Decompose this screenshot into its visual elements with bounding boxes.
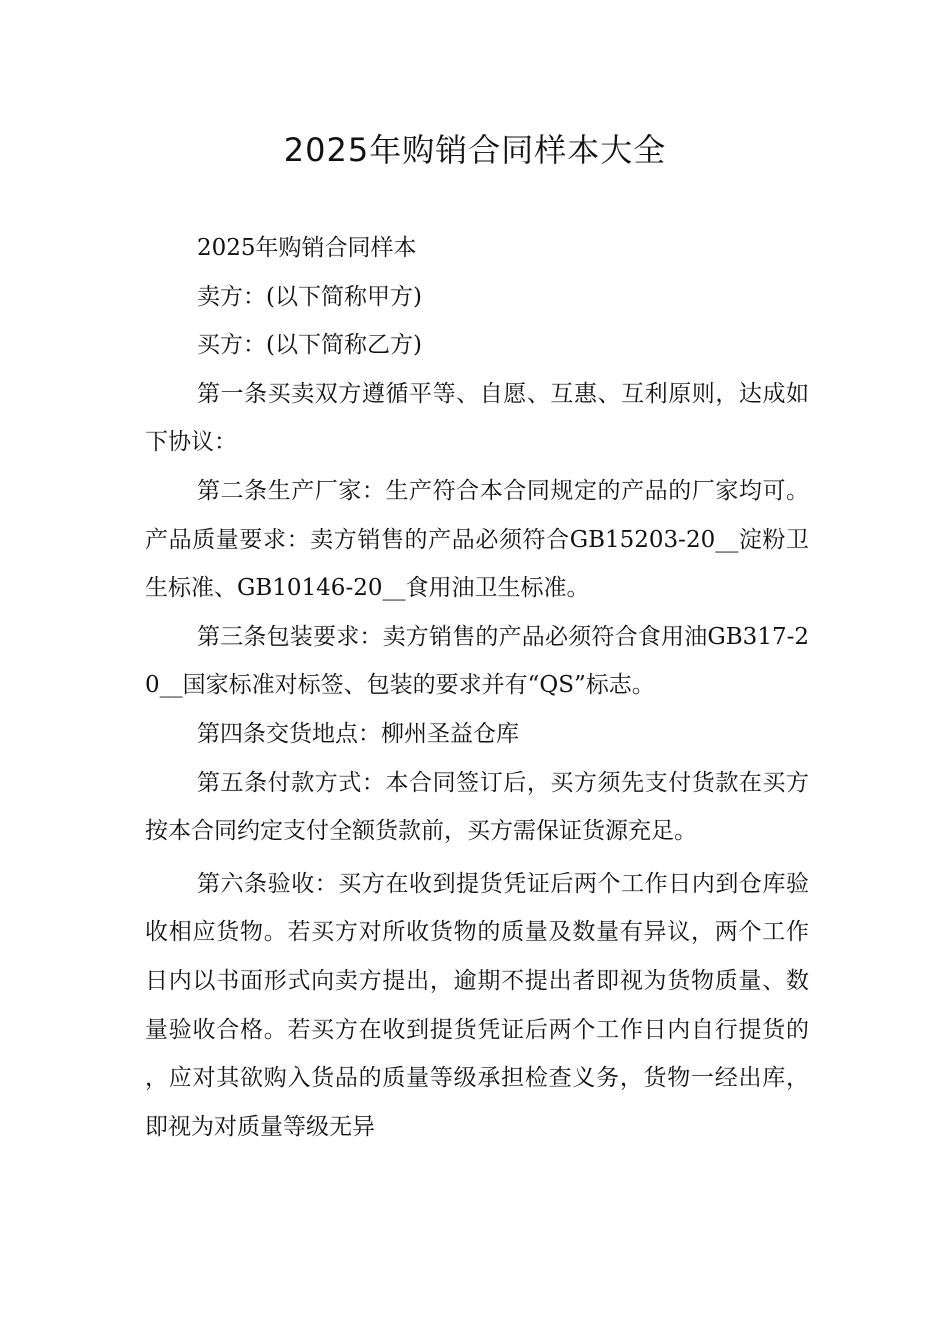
document-title: 2025年购销合同样本大全	[283, 131, 667, 169]
paragraph-article-1: 第一条买卖双方遵循平等、自愿、互惠、互利原则，达成如下协议：	[145, 380, 809, 456]
document-body	[145, 224, 809, 1151]
paragraph-article-5: 第五条付款方式：本合同签订后，买方须先支付货款在买方按本合同约定支付全额货款前，买方需保证货源充足。	[145, 769, 809, 845]
paragraph-seller: 卖方：(以下简称甲方)	[197, 283, 422, 310]
paragraph-article-6: 第六条验收：买方在收到提货凭证后两个工作日内到仓库验收相应货物。若买方对所收货物的质量及数量有异议，两个工作日内以书面形式向卖方提出，逾期不提出者即视为货物质量、数量验收合格。若买方在收到提货凭证后两个工作日内自行提货的，应对其欲购入货品的质量等级承担检查义务，货物一经出库，即视为对质量等级无异	[145, 870, 809, 1140]
paragraph-article-3: 第三条包装要求：卖方销售的产品必须符合食用油GB317-20__国家标准对标签、包装的要求并有“QS”标志。	[145, 623, 809, 699]
paragraph-subtitle: 2025年购销合同样本	[197, 235, 417, 261]
paragraph-article-4: 第四条交货地点：柳州圣益仓库	[197, 720, 519, 747]
paragraph-buyer: 买方：(以下简称乙方)	[197, 332, 422, 359]
paragraph-article-2: 第二条生产厂家：生产符合本合同规定的产品的厂家均可。产品质量要求：卖方销售的产品必须符合GB15203-20__淀粉卫生标准、GB10146-20__食用油卫生标准。	[145, 477, 809, 602]
